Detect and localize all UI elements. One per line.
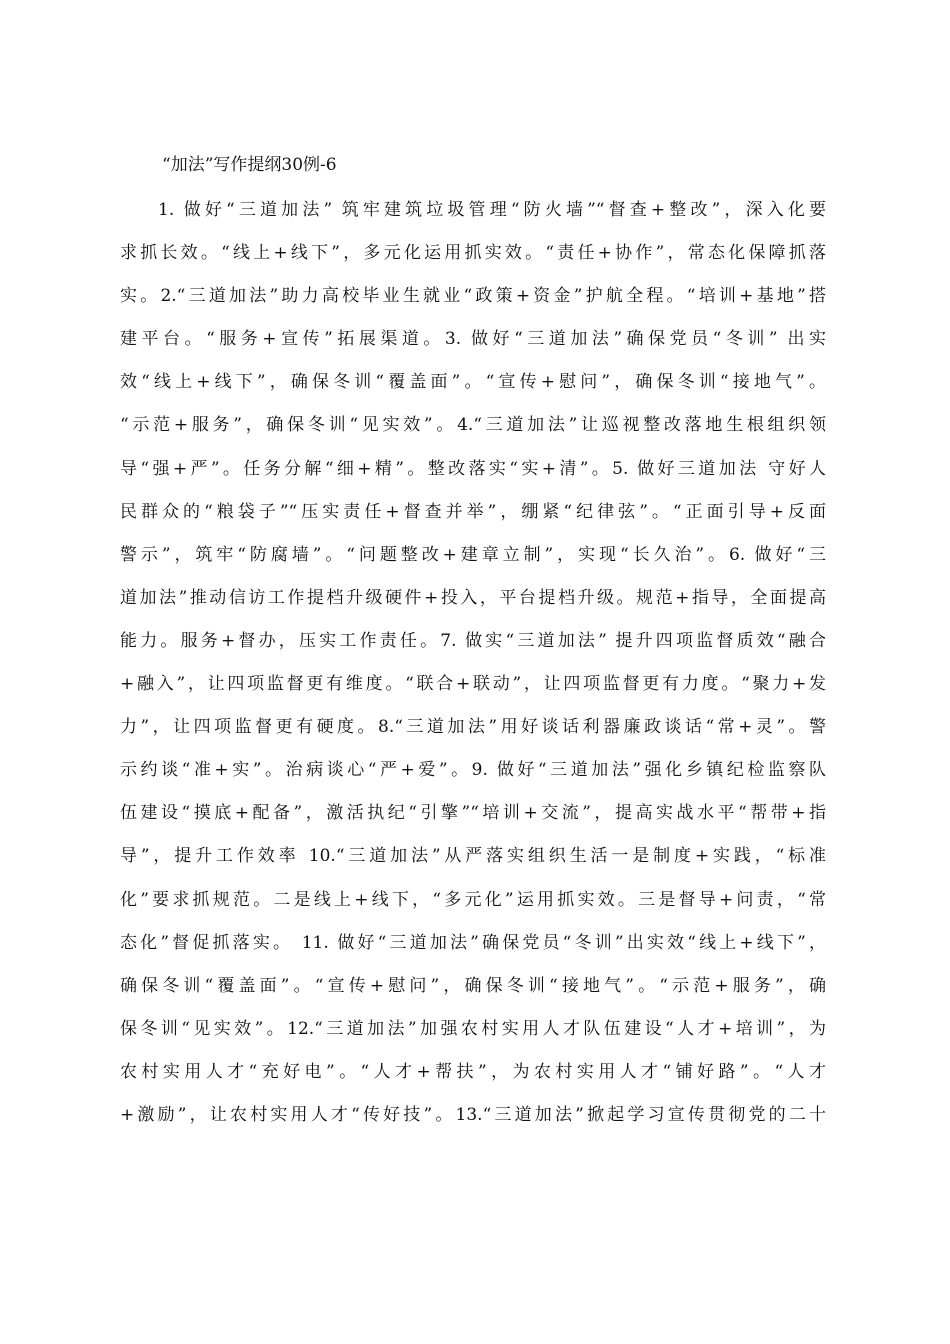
body-line: 力”，让四项监督更有硬度。8.“三道加法”用好谈话利器廉政谈话“常+灵”。警	[120, 717, 826, 738]
body-line: 确保冬训“覆盖面”。“宣传+慰问”，确保冬训“接地气”。“示范+服务”，确	[120, 975, 826, 996]
body-line: 伍建设“摸底+配备”，激活执纪“引擎”“培训+交流”，提高实战水平“帮带+指	[120, 803, 826, 824]
body-line: 求抓长效。“线上+线下”，多元化运用抓实效。“责任+协作”，常态化保障抓落	[120, 243, 826, 264]
body-line: 道加法”推动信访工作提档升级硬件+投入，平台提档升级。规范+指导，全面提高	[120, 587, 826, 608]
body-line: 实。2.“三道加法”助力高校毕业生就业“政策+资金”护航全程。“培训+基地”搭	[120, 286, 826, 307]
body-line: 建平台。“服务+宣传”拓展渠道。3. 做好“三道加法”确保党员“冬训” 出实	[120, 329, 826, 350]
body-line: 态化”督促抓落实。 11. 做好“三道加法”确保党员“冬训”出实效“线上+线下”，	[120, 932, 826, 953]
body-line: 示约谈“准+实”。治病谈心“严+爱”。9. 做好“三道加法”强化乡镇纪检监察队	[120, 760, 826, 781]
body-line: +融入”，让四项监督更有维度。“联合+联动”，让四项监督更有力度。“聚力+发	[120, 674, 826, 695]
body-line: 民群众的“粮袋子”“压实责任+督查并举”，绷紧“纪律弦”。“正面引导+反面	[120, 501, 826, 522]
body-line: 保冬训“见实效”。12.“三道加法”加强农村实用人才队伍建设“人才+培训”，为	[120, 1018, 826, 1039]
body-line: +激励”，让农村实用人才“传好技”。13.“三道加法”掀起学习宣传贯彻党的二十	[120, 1104, 826, 1125]
body-line: 效“线上+线下”，确保冬训“覆盖面”。“宣传+慰问”，确保冬训“接地气”。	[120, 372, 826, 393]
body-line: 1. 做好“三道加法” 筑牢建筑垃圾管理“防火墙”“督查+整改”，深入化要	[158, 200, 826, 220]
body-line: 农村实用人才“充好电”。“人才+帮扶”，为农村实用人才“铺好路”。“人才	[120, 1061, 826, 1082]
document-body	[120, 194, 826, 1142]
body-line: 化”要求抓规范。二是线上+线下，“多元化”运用抓实效。三是督导+问责，“常	[120, 889, 826, 910]
body-line: 导“强+严”。任务分解“细+精”。整改落实“实+清”。5. 做好三道加法 守好人	[120, 458, 826, 479]
body-line: 导”，提升工作效率 10.“三道加法”从严落实组织生活一是制度+实践，“标准	[120, 846, 826, 867]
body-line: 警示”，筑牢“防腐墙”。“问题整改+建章立制”，实现“长久治”。6. 做好“三	[120, 544, 826, 565]
body-line: 能力。服务+督办，压实工作责任。7. 做实“三道加法” 提升四项监督质效“融合	[120, 630, 826, 651]
document-title: “加法”写作提纲30例-6	[162, 155, 337, 175]
body-line: “示范+服务”，确保冬训“见实效”。4.“三道加法”让巡视整改落地生根组织领	[120, 415, 826, 436]
